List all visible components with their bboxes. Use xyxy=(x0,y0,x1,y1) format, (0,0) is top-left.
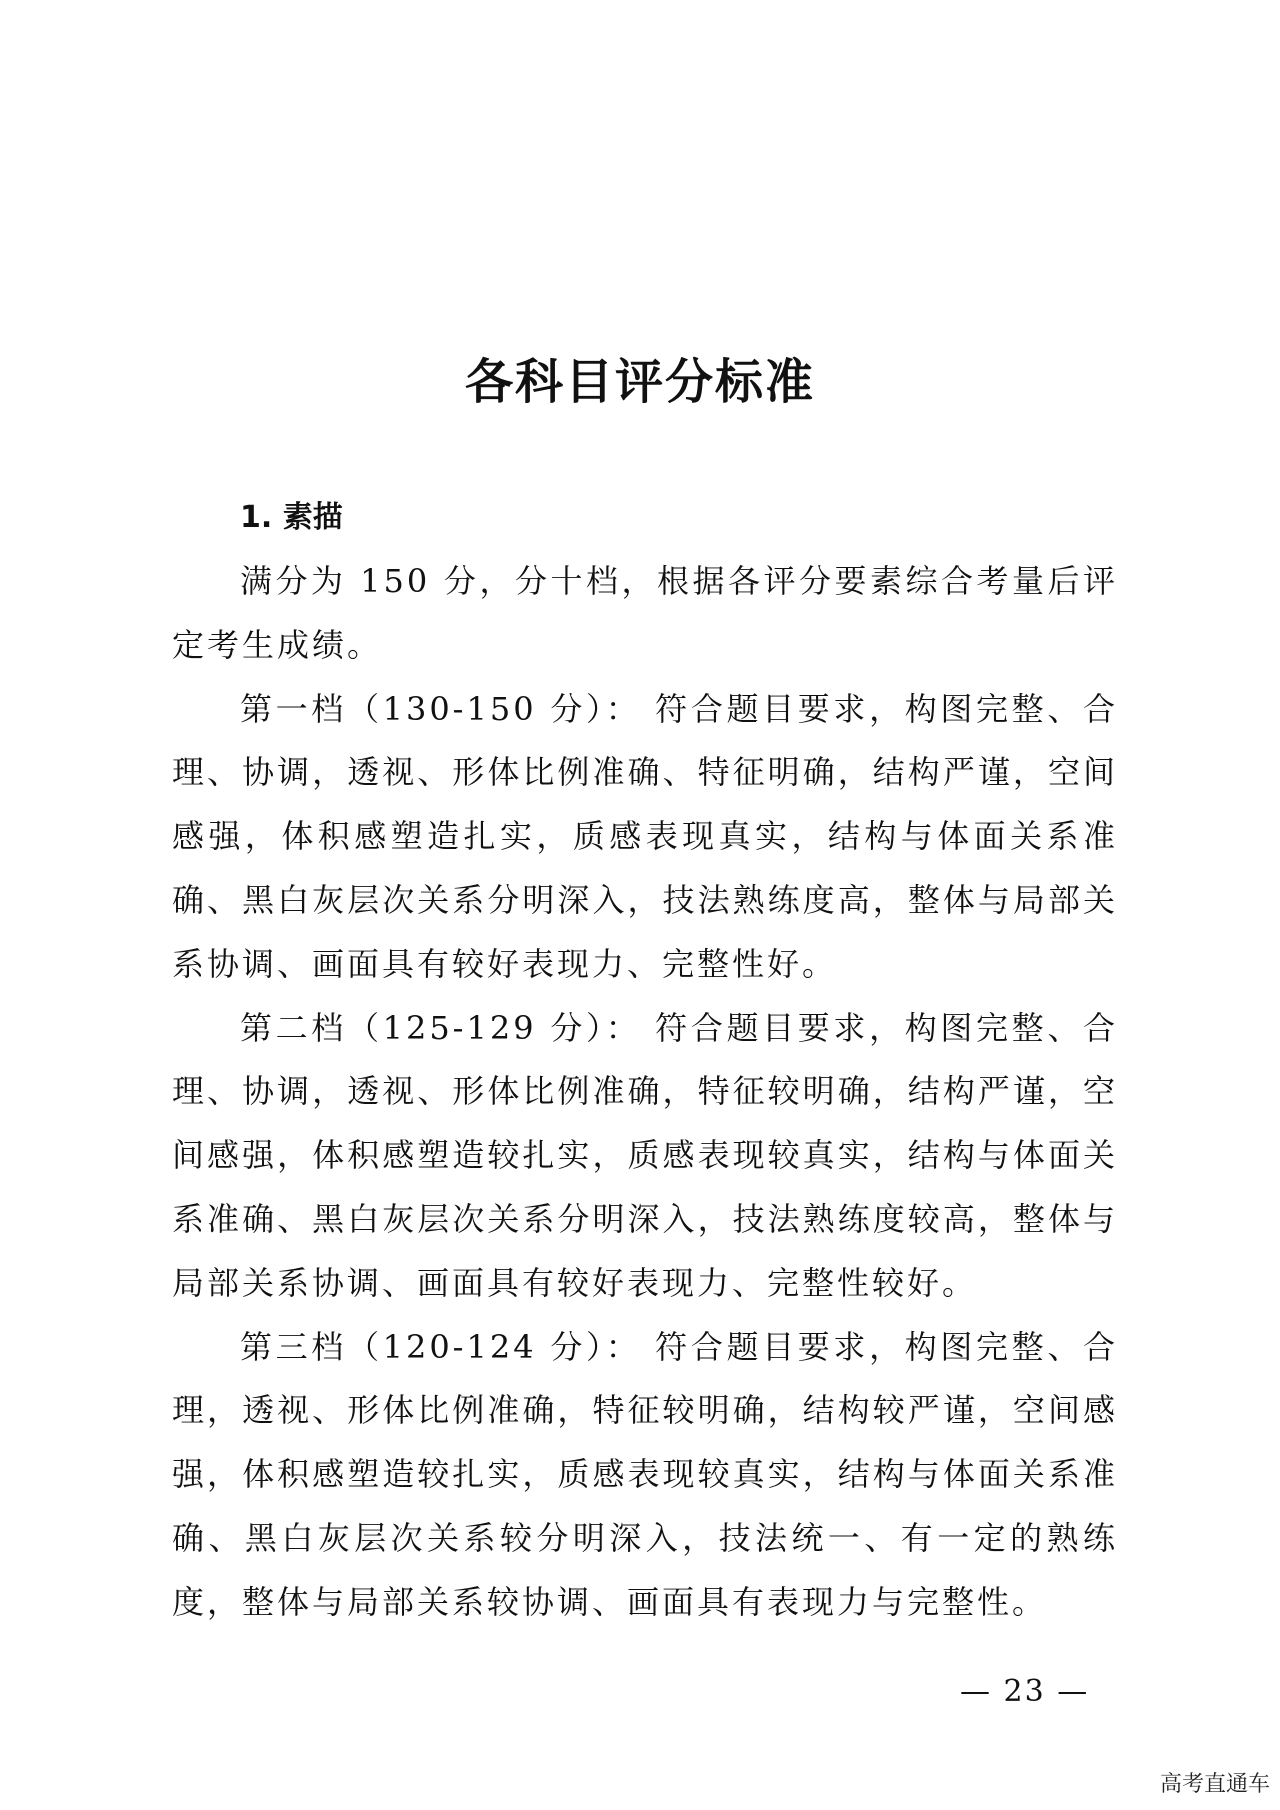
section-heading: 1. 素描 xyxy=(240,500,343,535)
paragraph-intro: 满分为 150 分，分十档，根据各评分要素综合考量后评定考生成绩。 xyxy=(172,562,1118,664)
page-number: — 23 — xyxy=(960,1674,1090,1709)
paragraph-tier-1: 第一档（130-150 分）： 符合题目要求，构图完整、合理、协调，透视、形体比例准确、特征明确，结构严谨，空间感强，体积感塑造扎实，质感表现真实，结构与体面关系准确、黑白灰层次关系分明深入，技法熟练度高，整体与局部关系协调、画面具有较好表现力、完整性好。 xyxy=(172,689,1118,983)
page-title: 各科目评分标准 xyxy=(464,354,815,410)
paragraph-tier-3: 第三档（120-124 分）： 符合题目要求，构图完整、合理，透视、形体比例准确，特征较明确，结构较严谨，空间感强，体积感塑造较扎实，质感表现较真实，结构与体面关系准确、黑白灰层次关系较分明深入，技法统一、有一定的熟练度，整体与局部关系较协调、画面具有表现力与完整性。 xyxy=(172,1327,1118,1621)
paragraph-tier-2: 第二档（125-129 分）： 符合题目要求，构图完整、合理、协调，透视、形体比例准确，特征较明确，结构严谨，空间感强，体积感塑造较扎实，质感表现较真实，结构与体面关系准确、黑白灰层次关系分明深入，技法熟练度较高，整体与局部关系协调、画面具有较好表现力、完整性较好。 xyxy=(172,1008,1118,1302)
body-text xyxy=(172,550,1118,1635)
watermark: 高考直通车 xyxy=(1159,1772,1270,1797)
